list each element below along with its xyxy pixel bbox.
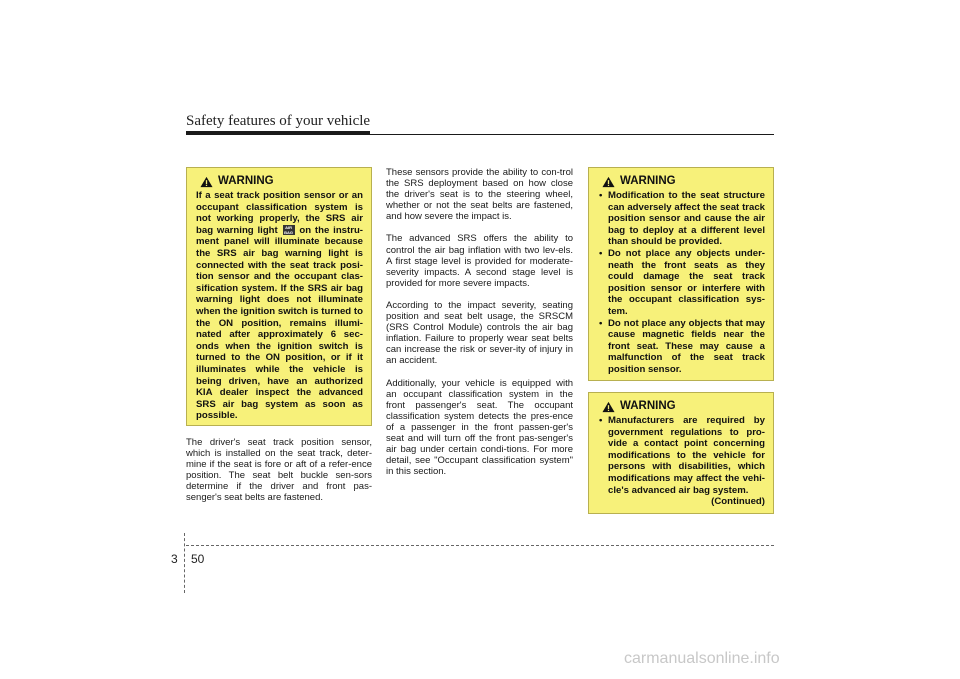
warning-title: WARNING bbox=[620, 400, 676, 413]
warning-header bbox=[196, 176, 363, 188]
warning-box-right-bottom bbox=[588, 392, 774, 514]
page-number: 50 bbox=[191, 552, 205, 566]
footer-rule bbox=[186, 545, 774, 546]
warning-triangle-icon bbox=[602, 401, 615, 413]
warning-triangle-icon bbox=[200, 176, 213, 188]
footer-divider bbox=[184, 533, 185, 593]
paragraph: The driver's seat track position sensor, which is installed on the seat track, deter-mine if the seat is fore or aft of a refer-ence position. The seat belt buckle sen-sors determine if the driver and front pas-senger's seat belts are fastened. bbox=[186, 437, 372, 504]
list-item: • Manufacturers are required by government regulations to pro-vide a contact point concerning modifications to the vehicle for persons with disabilities, which modifications may affect the vehi-cle's advanced air bag system. bbox=[598, 415, 765, 496]
middle-column-text bbox=[386, 167, 573, 488]
warning-text: If a seat track position sensor or an occupant classification system is not working properly, the SRS air bag warning light AIR BAG on the instru-ment panel will illuminate because the SRS air bag warning light is connected with the seat track posi-tion sensor and the occupant clas-sification system. If the SRS air bag warning light does not illuminate when the ignition switch is turned to the ON position, remains illumi-nated after approximately 6 sec-onds when the ignition switch is turned to the ON position, or if it illuminates while the vehicle is being driven, have an authorized KIA dealer inspect the advanced SRS air bag system as soon as possible. bbox=[196, 190, 363, 422]
left-column-text bbox=[186, 437, 372, 515]
header-rule-thin bbox=[186, 134, 774, 135]
warning-box-left bbox=[186, 167, 372, 426]
warning-list bbox=[598, 190, 765, 376]
continued-label: (Continued) bbox=[711, 496, 765, 508]
chapter-number: 3 bbox=[171, 552, 178, 566]
list-item: • Do not place any objects under-neath the front seats as they could damage the seat track position sensor or interfere with the occupant classification sys-tem. bbox=[598, 248, 765, 318]
page-header-title: Safety features of your vehicle bbox=[186, 113, 371, 129]
warning-title: WARNING bbox=[218, 175, 274, 188]
paragraph: These sensors provide the ability to con-trol the SRS deployment based on how close the driver's seat is to the steering wheel, whether or not the seat belts are fastened, and how severe the impact is. bbox=[386, 167, 573, 223]
watermark: carmanualsonline.info bbox=[624, 650, 780, 667]
list-item: • Modification to the seat structure can adversely affect the seat track position sensor and cause the air bag to deploy at a different level than should be provided. bbox=[598, 190, 765, 248]
paragraph: The advanced SRS offers the ability to control the air bag inflation with two lev-els. A first stage level is provided for moderate-severity impacts. A second stage level is provided for more severe impacts. bbox=[386, 233, 573, 289]
paragraph: Additionally, your vehicle is equipped with an occupant classification system in the front passenger's seat. The occupant classification system detects the pres-ence of a passenger in the front passen-ger's seat and will turn off the front pas-senger's air bag under certain condi-tions. For more detail, see "Occupant classification system" in this section. bbox=[386, 377, 573, 478]
warning-list bbox=[598, 415, 765, 496]
list-item: • Do not place any objects that may cause magnetic fields near the front seat. These may cause a malfunction of the seat track position sensor. bbox=[598, 318, 765, 376]
warning-box-right-top bbox=[588, 167, 774, 381]
warning-triangle-icon bbox=[602, 176, 615, 188]
warning-header bbox=[598, 401, 765, 413]
warning-header bbox=[598, 176, 765, 188]
paragraph: According to the impact severity, seating position and seat belt usage, the SRSCM (SRS Control Module) controls the air bag inflation. Failure to properly wear seat belts can increase the risk or sever-ity of injury in an accident. bbox=[386, 299, 573, 367]
warning-title: WARNING bbox=[620, 175, 676, 188]
airbag-warning-light-icon: AIR BAG bbox=[284, 225, 293, 236]
